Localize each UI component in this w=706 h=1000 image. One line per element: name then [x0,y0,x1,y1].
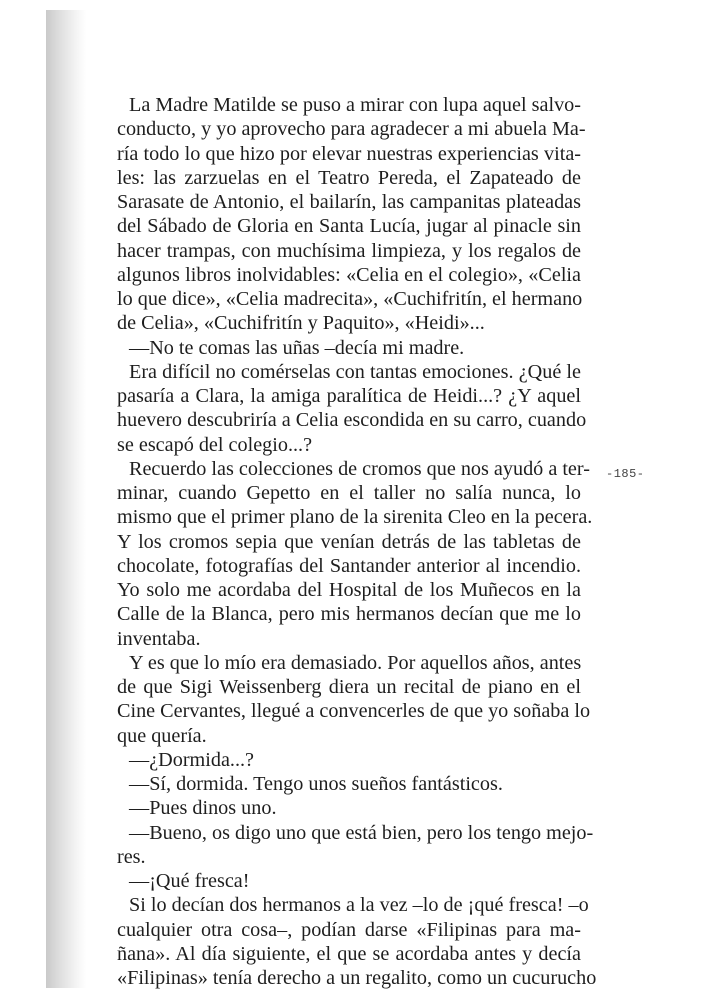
text-line: que quería. [117,724,207,747]
text-line: se escapó del colegio...? [117,433,313,456]
text-line: —¡Qué fresca! [129,870,250,892]
text-line: hacer trampas, con muchísima limpieza, y los regalos de [117,239,581,262]
page-number: -185- [606,467,645,481]
text-line: lo que dice», «Celia madrecita», «Cuchifritín, el hermano [117,288,583,310]
text-line: huevero descubriría a Celia escondida en su carro, cuando [117,409,587,432]
text-line: Cine Cervantes, llegué a convencerles de que yo soñaba lo [117,700,591,723]
text-line: —Pues dinos uno. [129,797,277,820]
text-line: pasaría a Clara, la amiga paralítica de Heidi...? ¿Y aquel [117,385,581,407]
text-line: Y es que lo mío era demasiado. Por aquellos años, antes [129,651,582,674]
body-text [117,93,597,990]
text-line: del Sábado de Gloria en Santa Lucía, jugar al pinacle sin [117,215,581,238]
text-line: Yo solo me acordaba del Hospital de los Muñecos en la [117,579,581,601]
text-line: Era difícil no comérselas con tantas emociones. ¿Qué le [129,360,581,383]
text-line: Si lo decían dos hermanos a la vez –lo de ¡qué fresca! –o [129,894,589,917]
text-line: —Bueno, os digo uno que está bien, pero los tengo mejo- [129,821,594,844]
text-line: minar, cuando Gepetto en el taller no salía nunca, lo [117,482,581,504]
text-line: conducto, y yo aprovecho para agradecer a mi abuela Ma- [117,118,586,141]
text-line: Sarasate de Antonio, el bailarín, las campanitas plateadas [117,191,581,213]
text-line: chocolate, fotografías del Santander anterior al incendio. [117,554,581,577]
text-line: Recuerdo las colecciones de cromos que nos ayudó a ter- [129,457,590,480]
text-line: cualquier otra cosa–, podían darse «Filipinas para ma- [117,918,581,941]
text-line: les: las zarzuelas en el Teatro Pereda, el Zapateado de [117,166,581,189]
text-line: de que Sigi Weissenberg diera un recital de piano en el [117,676,581,698]
text-line: —¿Dormida...? [129,748,255,771]
text-line: inventaba. [117,627,201,650]
text-line: —No te comas las uñas –decía mi madre. [129,336,465,359]
text-line: Y los cromos sepia que venían detrás de las tabletas de [117,530,581,553]
text-line: La Madre Matilde se puso a mirar con lupa aquel salvo- [129,94,581,116]
book-gutter-shadow [46,10,86,988]
text-line: de Celia», «Cuchifritín y Paquito», «Heidi»... [117,312,485,335]
text-line: ría todo lo que hizo por elevar nuestras experiencias vita- [117,142,581,165]
text-line: ñana». Al día siguiente, el que se acordaba antes y decía [117,942,581,965]
text-line: Calle de la Blanca, pero mis hermanos decían que me lo [117,603,581,626]
text-line: «Filipinas» tenía derecho a un regalito, como un cucurucho [117,967,597,989]
text-line: algunos libros inolvidables: «Celia en el colegio», «Celia [117,263,581,286]
text-line: mismo que el primer plano de la sirenita Cleo en la pecera. [117,506,593,529]
text-line: —Sí, dormida. Tengo unos sueños fantásticos. [129,773,503,795]
text-line: res. [117,845,146,868]
